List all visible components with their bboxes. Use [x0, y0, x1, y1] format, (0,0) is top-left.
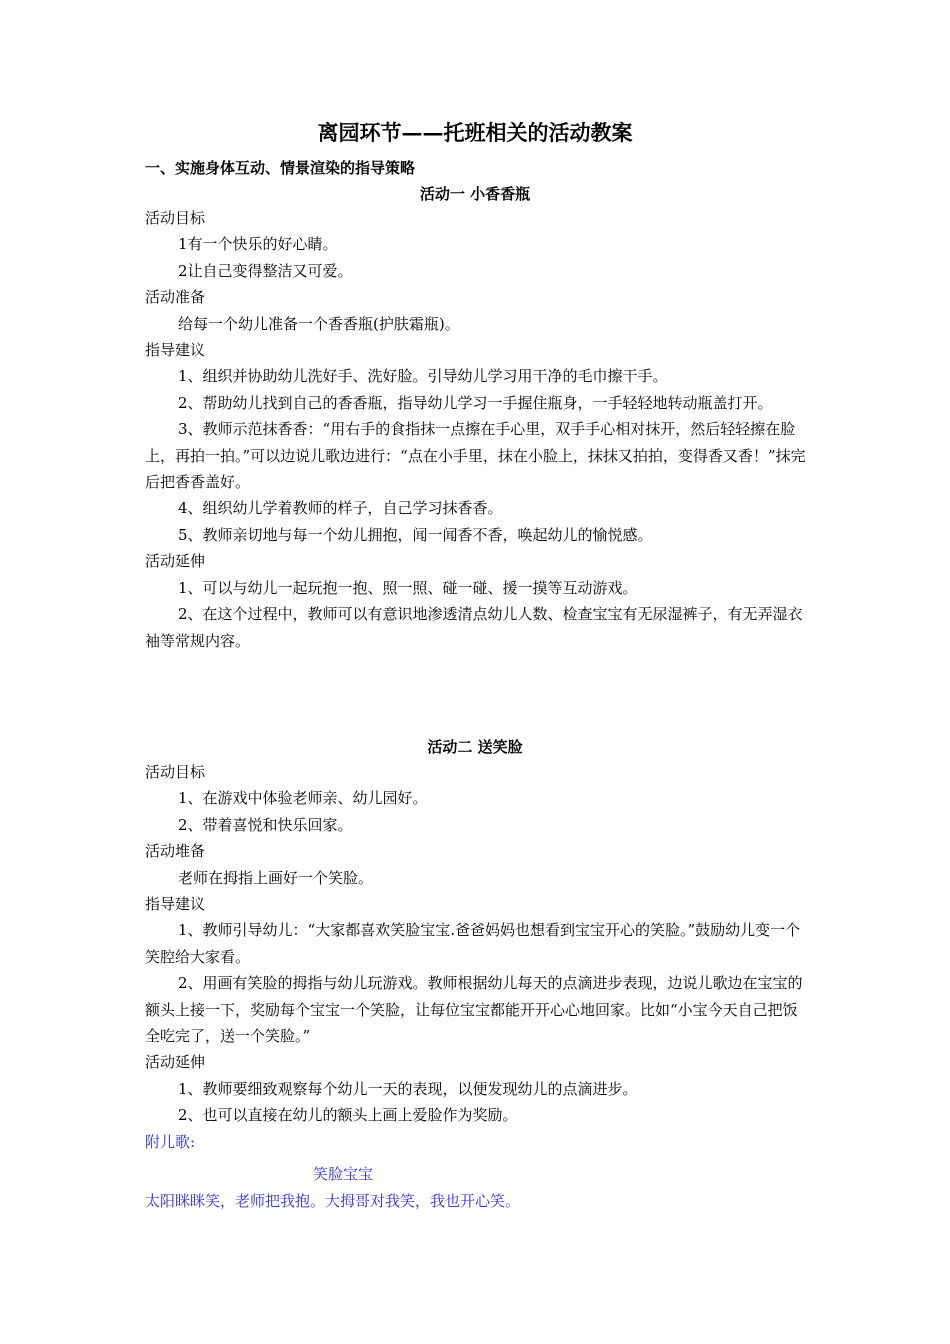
- guide-item: 2、用画有笑脸的拇指与幼儿玩游戏。教师根据幼儿每天的点滴进步表现，边说儿歌边在宝宝的额头上接一下，奖励每个宝宝一个笑脸，让每位宝宝都能开开心心地回家。比如“小宝今天自己把饭全吃完了，送一个笑脸。”: [145, 974, 803, 1046]
- prep-text: 给每一个幼儿准备一个香香瓶(护肤霜瓶)。: [178, 314, 460, 333]
- goal-item: 2让自己变得整洁又可爱。: [178, 261, 353, 280]
- goal-item: 1有一个快乐的好心睛。: [178, 235, 338, 254]
- prep-label: 活动堆备: [145, 842, 206, 861]
- prep-text: 老师在拇指上画好一个笑脸。: [178, 868, 374, 887]
- song-label: 附儿歌:: [145, 1132, 196, 1151]
- section-heading: 一、实施身体互动、情景渲染的指导策略: [145, 159, 416, 177]
- goal-label: 活动目标: [145, 763, 206, 781]
- extension-label: 活动延伸: [145, 1053, 206, 1072]
- song-line: 太阳眯眯笑，老师把我抱。大拇哥对我笑，我也开心笑。: [145, 1191, 521, 1210]
- activity-1-body: [145, 205, 810, 654]
- extension-item: 2、在这个过程中，教师可以有意识地渗透清点幼儿人数、检查宝宝有无尿湿裤子，有无弄湿衣袖等常规内容。: [145, 605, 803, 650]
- goal-item: 1、在游戏中体验老师亲、幼儿园好。: [178, 789, 428, 808]
- guide-item: 1、组织并协助幼儿洗好手、洗好脸。引导幼儿学习用干净的毛巾擦干手。: [178, 367, 668, 386]
- guide-item: 2、帮助幼儿找到自己的香香瓶，指导幼儿学习一手握住瓶身，一手轻轻地转动瓶盖打开。: [178, 393, 773, 412]
- guide-item: 5、教师亲切地与每一个幼儿拥抱，闻一闻香不香，唤起幼儿的愉悦感。: [178, 525, 653, 544]
- prep-label: 活动准备: [145, 288, 206, 307]
- extension-label: 活动延伸: [145, 552, 206, 571]
- goal-item: 2、带着喜悦和快乐回家。: [178, 815, 353, 834]
- guide-item: 4、组织幼儿学着教师的样子，自己学习抹香香。: [178, 499, 503, 518]
- activity-1-heading: 活动一 小香香瓶: [419, 185, 531, 203]
- song-title: 笑脸宝宝: [313, 1165, 374, 1184]
- extension-item: 1、教师要细致观察每个幼儿一天的表现，以便发现幼儿的点滴进步。: [178, 1079, 638, 1098]
- guide-item: 3、教师示范抹香香：“用右手的食指抹一点擦在手心里，双手手心相对抹开，然后轻轻擦在脸上，再拍一拍。”可以边说儿歌边进行：“点在小手里，抹在小脸上，抹抹又拍拍，变得香又香！”抹完后把香香盖好。: [145, 420, 806, 492]
- activity-2-body: [145, 759, 810, 1214]
- guide-item: 1、教师引导幼儿：“大家都喜欢笑脸宝宝.爸爸妈妈也想看到宝宝开心的笑脸。”鼓励幼儿变一个笑腔给大家看。: [145, 921, 801, 966]
- extension-item: 2、也可以直接在幼儿的额头上画上爱脸作为奖励。: [178, 1106, 518, 1125]
- goal-label: 活动目标: [145, 209, 206, 227]
- extension-item: 1、可以与幼儿一起玩抱一抱、照一照、碰一碰、援一摸等互动游戏。: [178, 578, 638, 597]
- guide-label: 指导建议: [145, 895, 206, 914]
- guide-label: 指导建议: [145, 341, 206, 360]
- document-title: 离园环节——托班相关的活动教案: [317, 120, 633, 145]
- activity-2-heading: 活动二 送笑脸: [427, 738, 523, 756]
